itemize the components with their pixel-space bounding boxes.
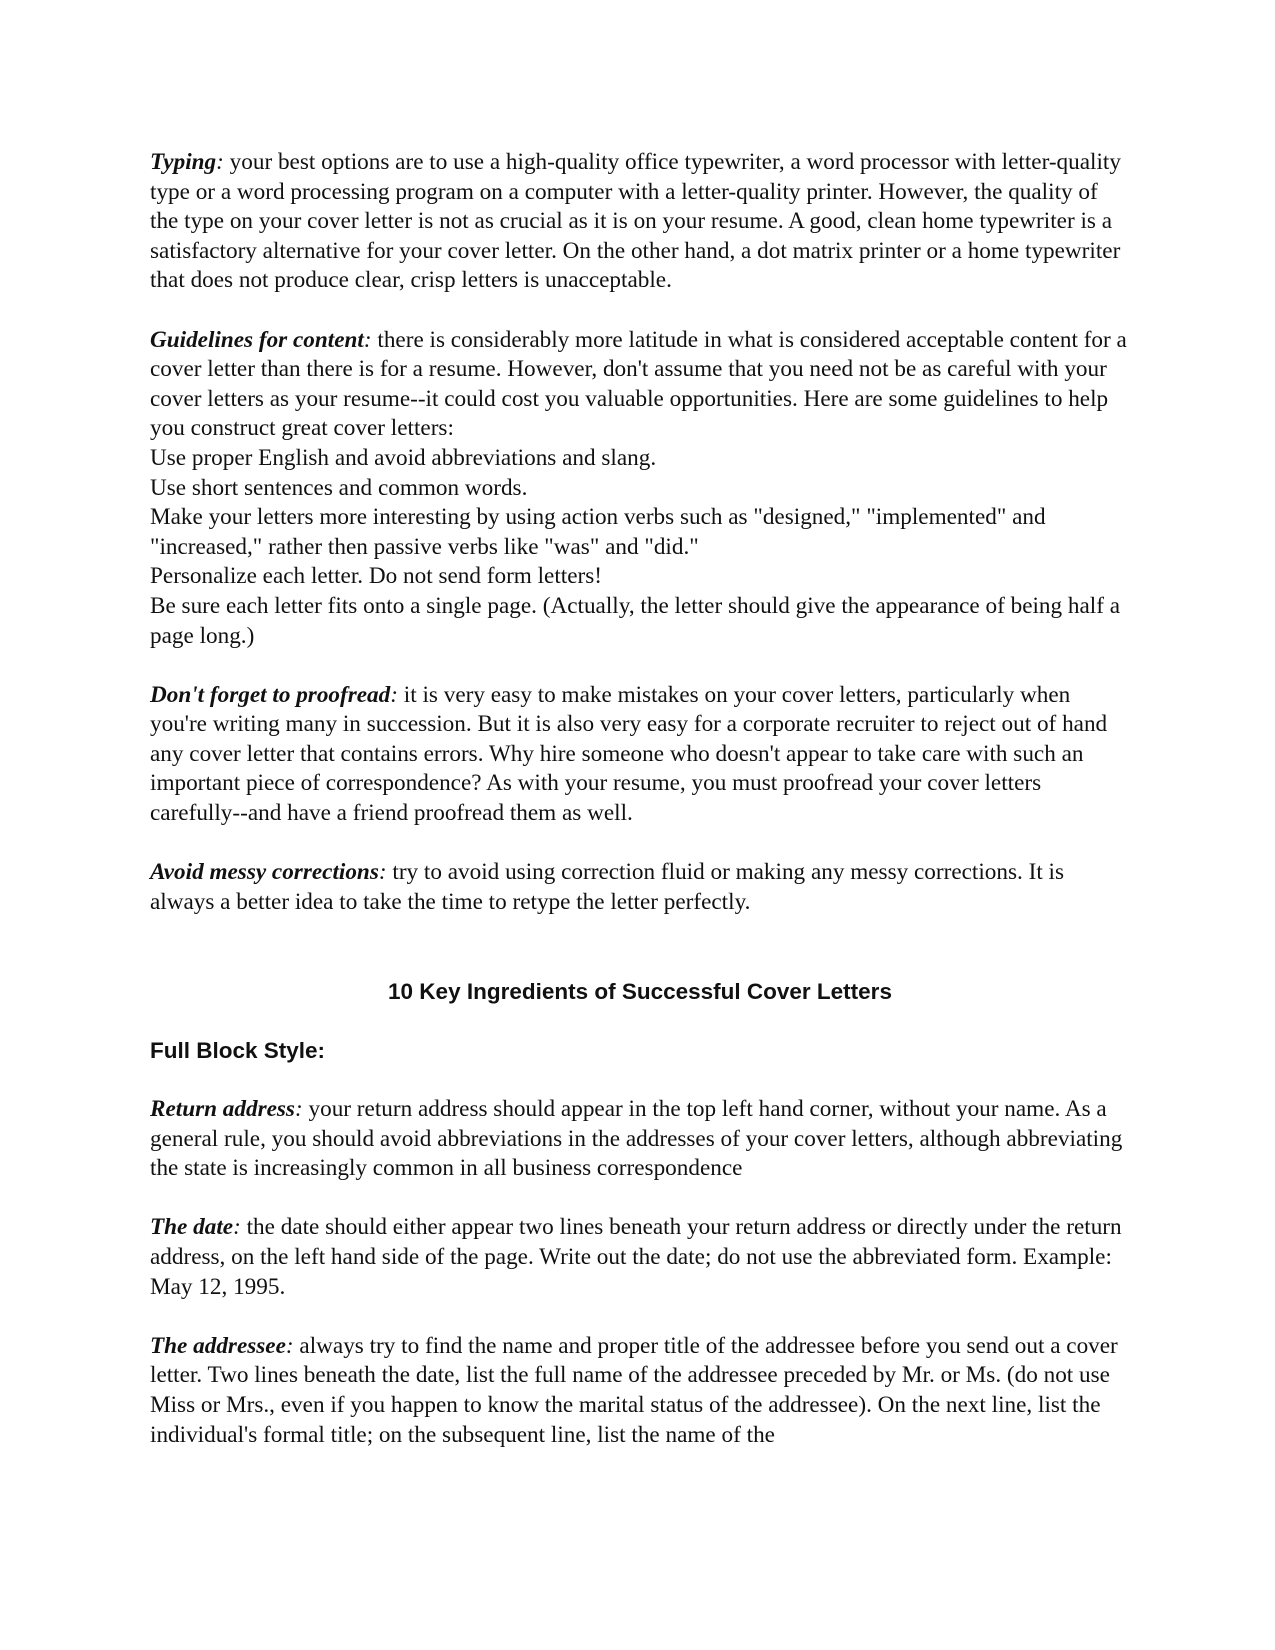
section-term: Don't forget to proofread (150, 681, 391, 708)
section-text: there is considerably more latitude in what is considered acceptable content for a cover letter than there is for a resume. However, don't assume that you need not be as careful with your cover letters as your resume--it could cost you valuable opportunities. Here are some guidelines to help you construct great cover letters: (150, 326, 1127, 442)
sub-heading: Full Block Style: (150, 1037, 326, 1063)
paragraph-spacer (150, 296, 1130, 326)
section-term: Typing (150, 149, 217, 175)
document-page (150, 148, 1130, 1450)
section-colon: : (216, 149, 224, 175)
section-colon: : (390, 681, 398, 708)
main-heading: 10 Key Ingredients of Successful Cover Letters (388, 978, 892, 1004)
section-corrections (150, 858, 1130, 917)
paragraph-spacer (150, 1184, 1130, 1214)
paragraph-spacer (150, 1065, 1130, 1095)
section-term: Guidelines for content (150, 326, 364, 353)
paragraph-spacer (150, 651, 1130, 681)
guideline-line: Make your letters more interesting by using action verbs such as "designed," "implemented" and "increased," rather then passive verbs like "was" and "did." (150, 504, 1046, 560)
guideline-line: Be sure each letter fits onto a single page. (Actually, the letter should give the appearance of being half a page long.) (150, 592, 1121, 649)
section-return-address (150, 1095, 1130, 1184)
section-colon: : (285, 1332, 294, 1359)
section-date (150, 1213, 1130, 1302)
section-term: The date (150, 1214, 234, 1241)
section-term: Avoid messy corrections (150, 859, 379, 886)
guideline-line: Personalize each letter. Do not send form letters! (150, 563, 602, 590)
section-term: Return address (150, 1096, 295, 1122)
section-proofread (150, 681, 1130, 829)
section-text: try to avoid using correction fluid or making any messy corrections. It is always a better idea to take the time to retype the letter perfectly. (150, 859, 1065, 915)
section-colon: : (378, 859, 387, 886)
section-text: always try to find the name and proper title of the addressee before you send out a cover letter. Two lines beneath the date, list the full name of the addressee preceded by Mr. or Ms. (do not use Miss or Mrs., even if you happen to know the marital status of the addressee). On the next line, list the individual's formal title; on the subsequent line, list the name of the (150, 1332, 1118, 1448)
paragraph-spacer (150, 829, 1130, 859)
guideline-line: Use proper English and avoid abbreviations and slang. (150, 444, 657, 471)
section-addressee (150, 1332, 1130, 1450)
guideline-line: Use short sentences and common words. (150, 474, 528, 501)
section-text: your return address should appear in the top left hand corner, without your name. As a general rule, you should avoid abbreviations in the addresses of your cover letters, although abbreviating the state is increasingly common in all business correspondence (150, 1096, 1123, 1182)
paragraph-spacer (150, 1006, 1130, 1036)
section-text: the date should either appear two lines beneath your return address or directly under the return address, on the left hand side of the page. Write out the date; do not use the abbreviated form. Example: May 12, 1995. (150, 1214, 1122, 1300)
section-colon: : (233, 1214, 241, 1241)
section-colon: : (363, 326, 372, 353)
section-term: The addressee (150, 1332, 286, 1359)
section-colon: : (294, 1096, 303, 1122)
paragraph-spacer (150, 917, 1130, 976)
paragraph-spacer (150, 1302, 1130, 1332)
section-text: it is very easy to make mistakes on your cover letters, particularly when you're writing many in succession. But it is also very easy for a corporate recruiter to reject out of hand any cover letter that contains errors. Why hire someone who doesn't appear to take care with such an important piece of correspondence? As with your resume, you must proofread your cover letters carefully--and have a friend proofread them as well. (150, 681, 1108, 827)
section-typing (150, 148, 1130, 296)
section-text: your best options are to use a high-quality office typewriter, a word processor with letter-quality type or a word processing program on a computer with a letter-quality printer. However, the quality of the type on your cover letter is not as crucial as it is on your resume. A good, clean home typewriter is a satisfactory alternative for your cover letter. On the other hand, a dot matrix printer or a home typewriter that does not produce clear, crisp letters is unacceptable. (150, 149, 1121, 294)
section-guidelines (150, 326, 1130, 444)
